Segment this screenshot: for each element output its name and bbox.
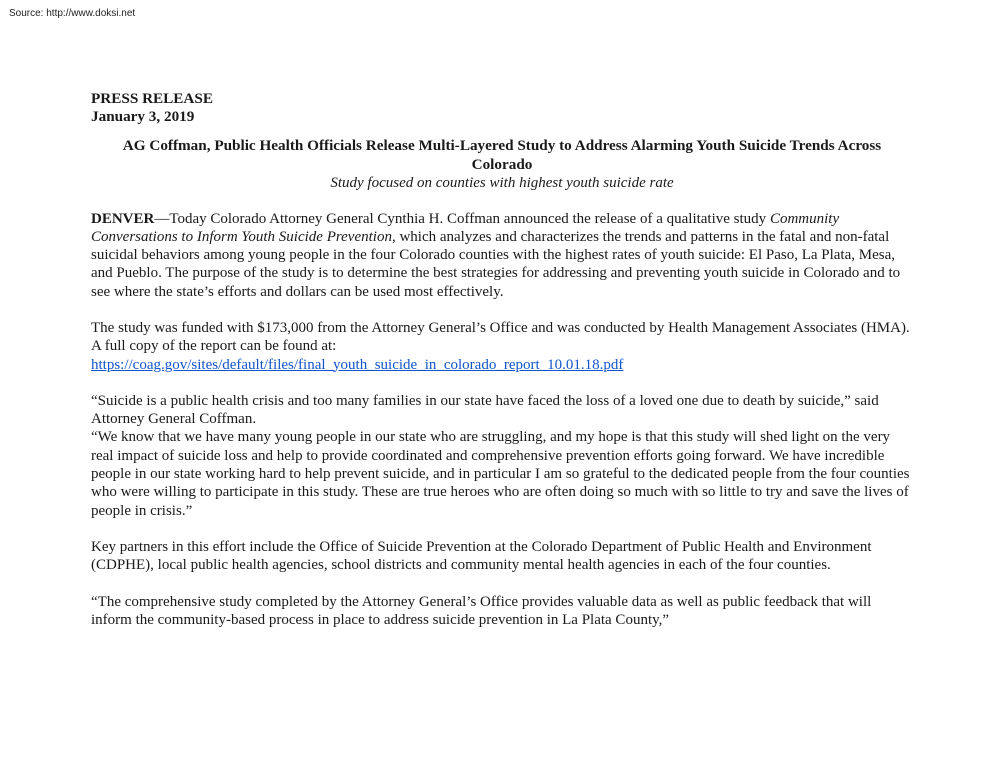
dateline: DENVER [91,210,155,227]
headline: AG Coffman, Public Health Officials Release Multi-Layered Study to Address Alarming Youth Suicide Trends Across Colorado [122,137,882,173]
paragraph-partners: Key partners in this effort include the Office of Suicide Prevention at the Colorado Department of Public Health and Environment (CDPHE), local public health agencies, school districts and community mental health agencies in each of the four counties. [91,538,872,574]
subheadline: Study focused on counties with highest youth suicide rate [330,175,674,191]
paragraph-la-plata-quote: “The comprehensive study completed by the Attorney General’s Office provides valuable data as well as public feedback that will inform the community-based process in place to address suicide prevention in La Plata County,” [91,593,872,628]
paragraph-intro [91,210,913,301]
paragraph-funding [91,319,913,374]
release-date: January 3, 2019 [91,108,195,125]
press-release-document [91,90,913,629]
study-title: Community Conversations to Inform Youth Suicide Prevention [91,210,840,245]
source-label: Source: http://www.doksi.net [9,8,136,19]
paragraph-quotes [91,392,913,520]
intro-lead-text: —Today Colorado Attorney General Cynthia H. Coffman announced the release of a qualitative study [154,210,770,227]
press-release-label: PRESS RELEASE [91,90,213,107]
quote-ag-coffman-2: “We know that we have many young people in our state who are struggling, and my hope is that this study will shed light on the very real impact of suicide loss and help to provide coordinated and comprehensive prevention efforts going forward. We have incredible people in our state working hard to help prevent suicide, and in particular I am so grateful to the dedicated people from the four counties who were willing to participate in this study. These are true heroes who are often doing so much with so little to try and save the lives of people in crisis.” [91,429,910,519]
funding-text: The study was funded with $173,000 from the Attorney General’s Office and was conducted by Health Management Associates (HMA). A full copy of the report can be found at: [91,319,910,355]
report-link[interactable]: https://coag.gov/sites/default/files/final_youth_suicide_in_colorado_report_10.01.18.pdf [91,356,624,373]
intro-rest-text: , which analyzes and characterizes the trends and patterns in the fatal and non-fatal suicidal behaviors among young people in the four Colorado counties with the highest rates of youth suicide: El Paso, La Plata, Mesa, and Pueblo. The purpose of the study is to determine the best strategies for addressing and preventing youth suicide in Colorado and to see where the state’s efforts and dollars can be used most effectively. [91,228,901,300]
quote-ag-coffman-1: “Suicide is a public health crisis and too many families in our state have faced the loss of a loved one due to death by suicide,” said Attorney General Coffman. [91,392,879,428]
